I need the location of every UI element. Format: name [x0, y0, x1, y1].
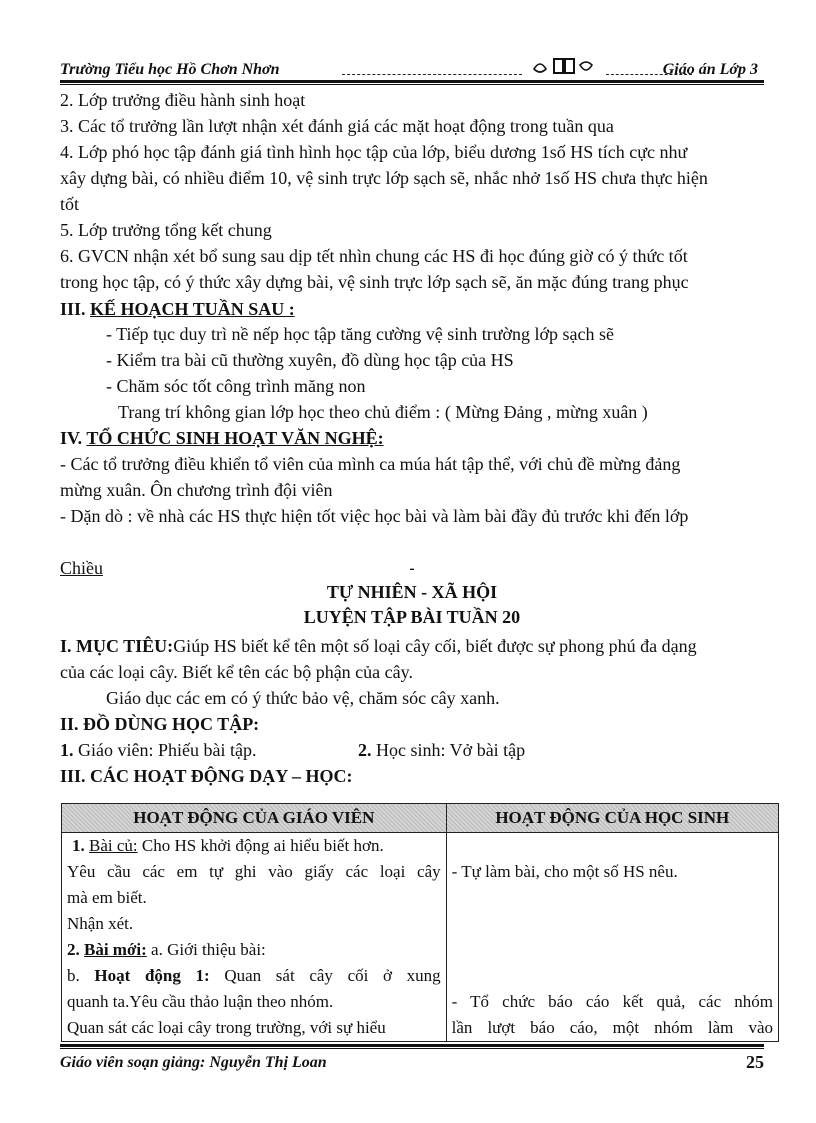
- objective-heading: I. MỤC TIÊU:: [60, 636, 174, 656]
- cell-line: lần lượt báo cáo, một nhóm làm vào: [451, 1018, 773, 1037]
- school-name: Trường Tiểu học Hồ Chơn Nhơn: [60, 61, 280, 78]
- text-line: xây dựng bài, có nhiều điểm 10, vệ sinh trực lớp sạch sẽ, nhắc nhở 1số HS chưa thực hiện: [60, 168, 708, 188]
- lesson-subject: TỰ NHIÊN - XÃ HỘI: [326, 582, 498, 602]
- footer-rule: [60, 1044, 764, 1049]
- cell-line: - Tự làm bài, cho một số HS nêu.: [451, 862, 678, 881]
- cell-line: Nhận xét.: [67, 914, 134, 933]
- teacher-cell: [62, 833, 447, 1042]
- text-line: 4. Lớp phó học tập đánh giá tình hình học tập của lớp, biểu dương 1số HS tích cực như: [60, 142, 688, 162]
- text-line: 5. Lớp trưởng tổng kết chung: [60, 220, 272, 240]
- cell-line: - Tổ chức báo cáo kết quả, các nhóm: [451, 992, 773, 1011]
- tools-text: Học sinh: Vở bài tập: [376, 740, 526, 760]
- page-footer: [60, 1050, 764, 1080]
- cell-line: quanh ta.Yêu cầu thảo luận theo nhóm.: [67, 992, 334, 1011]
- text-line: - Các tổ trưởng điều khiển tổ viên của mình ca múa hát tập thể, với chủ đề mừng đảng: [60, 454, 681, 474]
- plan-item: - Tiếp tục duy trì nề nếp học tập tăng cường vệ sinh trường lớp sạch sẽ: [106, 324, 614, 344]
- plan-item: - Kiểm tra bài cũ thường xuyên, đồ dùng học tập của HS: [106, 350, 514, 370]
- afternoon-label: Chiều: [60, 558, 103, 578]
- cell-line: Quan sát các loại cây trong trường, với sự hiểu: [67, 1018, 386, 1037]
- text-line: tốt: [60, 194, 80, 214]
- text-line: Giáo dục các em có ý thức bảo vệ, chăm sóc cây xanh.: [106, 688, 500, 708]
- column-header-student: HOẠT ĐỘNG CỦA HỌC SINH: [446, 804, 778, 833]
- cell-line: mà em biết.: [67, 888, 147, 907]
- lesson-title: LUYỆN TẬP BÀI TUẦN 20: [303, 607, 521, 627]
- text-line: của các loại cây. Biết kể tên các bộ phận của cây.: [60, 662, 413, 682]
- section-title: KẾ HOẠCH TUẦN SAU :: [90, 299, 295, 319]
- text-line: 2. Lớp trưởng điều hành sinh hoạt: [60, 90, 306, 110]
- page-header: [60, 55, 764, 79]
- objective-text: Giúp HS biết kể tên một số loại cây cối, biết được sự phong phú đa dạng: [173, 636, 697, 656]
- cell-line: Yêu cầu các em tự ghi vào giấy các loại cây: [67, 862, 441, 881]
- tools-student: [358, 738, 525, 762]
- tools-number: 1.: [60, 740, 74, 760]
- activities-table: [61, 803, 779, 1042]
- plan-item: - Chăm sóc tốt công trình măng non: [106, 376, 366, 396]
- tools-heading: II. ĐỒ DÙNG HỌC TẬP:: [60, 714, 260, 734]
- header-dash-left: [342, 74, 522, 75]
- teacher-name: Giáo viên soạn giảng: Nguyễn Thị Loan: [60, 1054, 327, 1071]
- text-line: 3. Các tổ trưởng lần lượt nhận xét đánh giá các mặt hoạt động trong tuần qua: [60, 116, 614, 136]
- tools-text: Giáo viên: Phiếu bài tập.: [78, 740, 257, 760]
- text-line: 6. GVCN nhận xét bổ sung sau dịp tết nhìn chung các HS đi học đúng giờ có ý thức tốt: [60, 246, 688, 266]
- cell-line: 2. Bài mới: a. Giới thiệu bài:: [67, 940, 266, 959]
- subject-label: Giáo án Lớp 3: [662, 61, 758, 78]
- tools-teacher: [60, 738, 256, 762]
- plan-item: Trang trí không gian lớp học theo chủ điểm : ( Mừng Đảng , mừng xuân ): [118, 402, 648, 422]
- activities-heading: III. CÁC HOẠT ĐỘNG DẠY – HỌC:: [60, 766, 353, 786]
- dash-mark: -: [409, 560, 415, 577]
- table-header-row: [62, 804, 779, 833]
- section-number: III.: [60, 299, 86, 319]
- column-header-teacher: HOẠT ĐỘNG CỦA GIÁO VIÊN: [62, 804, 447, 833]
- section-number: IV.: [60, 428, 83, 448]
- book-ornament-icon: [528, 55, 600, 79]
- section-heading-plan: [60, 297, 295, 321]
- section-title: TỔ CHỨC SINH HOẠT VĂN NGHỆ:: [86, 428, 384, 448]
- header-rule: [60, 80, 764, 85]
- tools-number: 2.: [358, 740, 372, 760]
- page-number: 25: [746, 1052, 764, 1072]
- objective-line: [60, 634, 697, 658]
- student-cell: [446, 833, 778, 1042]
- text-line: mừng xuân. Ôn chương trình đội viên: [60, 480, 333, 500]
- text-line: - Dặn dò : về nhà các HS thực hiện tốt việc học bài và làm bài đầy đủ trước khi đến lớp: [60, 506, 689, 526]
- text-line: trong học tập, có ý thức xây dựng bài, vệ sinh trực lớp sạch sẽ, ăn mặc đúng trang phục: [60, 272, 689, 292]
- table-row: [62, 833, 779, 1042]
- cell-line: b. Hoạt động 1: Quan sát cây cối ở xung: [67, 966, 441, 985]
- section-heading-culture: [60, 426, 384, 450]
- cell-line: 1. Bài củ: Cho HS khởi động ai hiểu biết hơn.: [72, 836, 384, 855]
